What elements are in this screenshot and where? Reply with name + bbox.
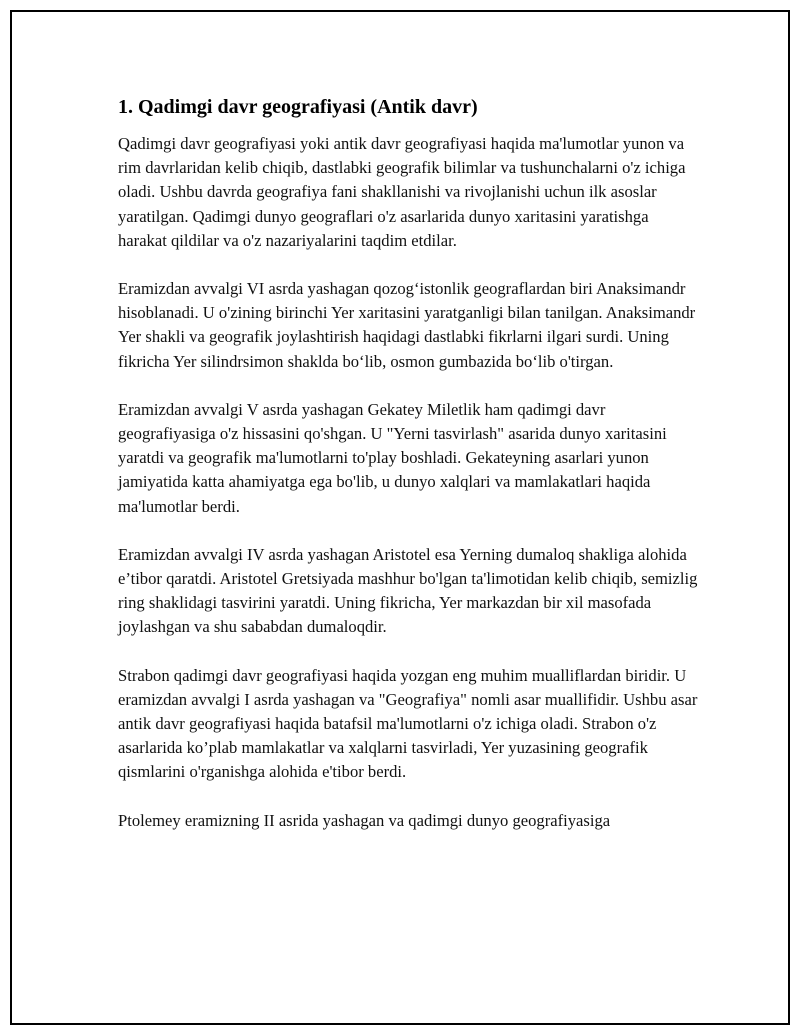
paragraph-intro: Qadimgi davr geografiyasi yoki antik davr geografiyasi haqida ma'lumotlar yunon va rim davrlaridan kelib chiqib, dastlabki geografik bilimlar va tushunchalarni o'z ichiga oladi. Ushbu davrda geografiya fani shakllanishi va rivojlanishi uchun ilk asoslar yaratilgan. Qadimgi dunyo geograflari o'z asarlarida dunyo xaritasini yaratishga harakat qildilar va o'z nazariyalarini taqdim etdilar. xyxy=(118,134,686,250)
paragraph-hecataeus: Eramizdan avvalgi V asrda yashagan Gekatey Miletlik ham qadimgi davr geografiyasiga o'z hissasini qo'shgan. U "Yerni tasvirlash" asarida dunyo xaritasini yaratdi va geografik ma'lumotlarni to'play boshladi. Gekateyning asarlari yunon jamiyatida katta ahamiyatga ega bo'lib, u dunyo xalqlari va mamlakatlari haqida ma'lumotlar berdi. xyxy=(118,399,667,516)
document-body xyxy=(118,94,698,833)
section-heading: 1. Qadimgi davr geografiyasi (Antik davr) xyxy=(118,96,478,118)
paragraph-ptolemy: Ptolemey eramizning II asrida yashagan va qadimgi dunyo geografiyasiga xyxy=(118,810,611,830)
paragraph-aristotle: Eramizdan avvalgi IV asrda yashagan Aristotel esa Yerning dumaloq shakliga alohida e’tibor qaratdi. Aristotel Gretsiyada mashhur bo'lgan ta'limotidan kelib chiqib, semizlig ring shaklidagi tasvirini yaratdi. Uning fikricha, Yer markazdan bir xil masofada joylashgan va shu sababdan dumaloqdir. xyxy=(118,544,698,637)
paragraph-strabo: Strabon qadimgi davr geografiyasi haqida yozgan eng muhim mualliflardan biridir. U eramizdan avvalgi I asrda yashagan va "Geografiya" nomli asar muallifidir. Ushbu asar antik davr geografiyasi haqida batafsil ma'lumotlarni o'z ichiga oladi. Strabon o'z asarlarida ko’plab mamlakatlar va xalqlarni tasvirladi, Yer yuzasining geografik qismlarini o'rganishga alohida e'tibor berdi. xyxy=(118,665,698,782)
paragraph-anaximander: Eramizdan avvalgi VI asrda yashagan qozog‘istonlik geograflardan biri Anaksimandr hisoblanadi. U o'zining birinchi Yer xaritasini yaratganligi bilan tanilgan. Anaksimandr Yer shakli va geografik joylashtirish haqidagi dastlabki fikrlarni ilgari surdi. Uning fikricha Yer silindrsimon shaklda bo‘lib, osmon gumbazida bo‘lib o'tirgan. xyxy=(118,279,696,371)
